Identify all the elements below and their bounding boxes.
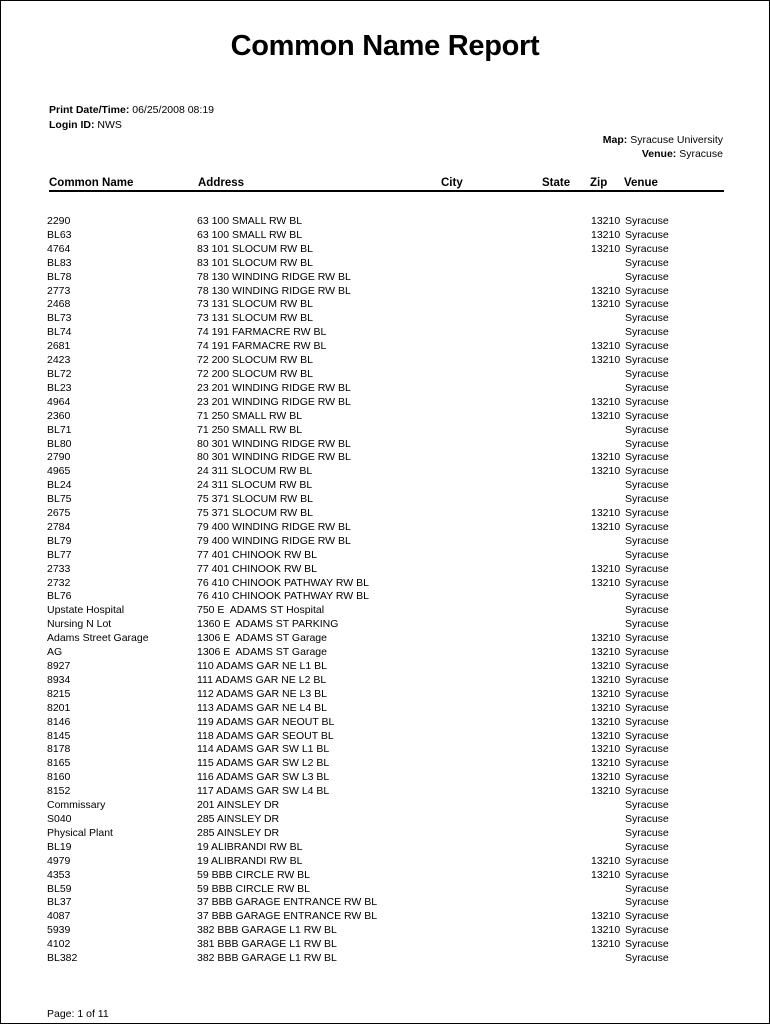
table-row	[0, 243, 770, 257]
cell-venue: Syracuse	[625, 367, 669, 380]
report-title: Common Name Report	[230, 30, 540, 62]
cell-venue: Syracuse	[625, 256, 669, 269]
cell-zip: 13210	[591, 660, 621, 672]
cell-venue: Syracuse	[625, 868, 669, 881]
cell-address: 73 131 SLOCUM RW BL	[197, 312, 313, 325]
cell-address: 112 ADAMS GAR NE L3 BL	[197, 687, 327, 700]
cell-venue: Syracuse	[625, 938, 669, 951]
cell-common-name: 2468	[47, 298, 71, 311]
table-row	[0, 535, 770, 549]
cell-address: 285 AINSLEY DR	[197, 812, 280, 825]
cell-address: 285 AINSLEY DR	[197, 826, 280, 839]
cell-address: 80 301 WINDING RIDGE RW BL	[197, 437, 351, 450]
venue-line	[642, 148, 723, 160]
cell-venue: Syracuse	[625, 729, 669, 742]
cell-venue: Syracuse	[625, 826, 669, 839]
login-id-label: Login ID:	[49, 119, 95, 131]
cell-address: 77 401 CHINOOK RW BL	[197, 562, 318, 575]
cell-venue: Syracuse	[625, 312, 669, 325]
cell-venue: Syracuse	[625, 854, 669, 867]
cell-address: 83 101 SLOCUM RW BL	[197, 256, 313, 269]
cell-venue: Syracuse	[625, 534, 669, 547]
cell-zip: 13210	[591, 576, 621, 589]
cell-common-name: 4965	[47, 465, 71, 478]
table-row	[0, 841, 770, 855]
cell-address: 71 250 SMALL RW BL	[197, 409, 303, 422]
cell-address: 1306 E ADAMS ST Garage	[197, 646, 327, 659]
table-row	[0, 340, 770, 354]
cell-zip: 13210	[591, 910, 621, 923]
print-date-label: Print Date/Time:	[49, 104, 130, 116]
cell-address: 115 ADAMS GAR SW L2 BL	[197, 757, 330, 770]
cell-address: 382 BBB GARAGE L1 RW BL	[197, 952, 337, 965]
cell-common-name: BL74	[47, 326, 72, 339]
table-row	[0, 507, 770, 521]
cell-venue: Syracuse	[625, 840, 669, 853]
cell-address: 71 250 SMALL RW BL	[197, 423, 303, 436]
cell-address: 117 ADAMS GAR SW L4 BL	[197, 785, 330, 798]
table-row	[0, 883, 770, 897]
table-row	[0, 896, 770, 910]
cell-address: 116 ADAMS GAR SW L3 BL	[197, 771, 330, 784]
cell-address: 75 371 SLOCUM RW BL	[197, 507, 313, 520]
cell-zip: 13210	[591, 757, 621, 770]
cell-zip: 13210	[591, 729, 621, 742]
cell-address: 76 410 CHINOOK PATHWAY RW BL	[197, 576, 369, 589]
cell-zip: 13210	[591, 507, 621, 520]
table-row	[0, 549, 770, 563]
cell-venue: Syracuse	[625, 799, 669, 812]
cell-common-name: 8160	[47, 771, 71, 784]
cell-venue: Syracuse	[625, 924, 669, 937]
cell-venue: Syracuse	[625, 743, 669, 756]
map-value: Syracuse University	[630, 134, 723, 146]
table-row	[0, 298, 770, 312]
cell-zip: 13210	[591, 562, 621, 575]
table-row	[0, 688, 770, 702]
cell-venue: Syracuse	[625, 340, 669, 353]
cell-address: 74 191 FARMACRE RW BL	[197, 326, 327, 339]
col-header-state: State	[542, 177, 571, 189]
cell-address: 1306 E ADAMS ST Garage	[197, 632, 327, 645]
table-row	[0, 451, 770, 465]
cell-common-name: 2360	[47, 409, 71, 422]
login-id-value: NWS	[97, 119, 122, 131]
cell-venue: Syracuse	[625, 284, 669, 297]
cell-venue: Syracuse	[625, 952, 669, 965]
table-row	[0, 702, 770, 716]
cell-address: 59 BBB CIRCLE RW BL	[197, 868, 311, 881]
table-row	[0, 382, 770, 396]
cell-address: 37 BBB GARAGE ENTRANCE RW BL	[197, 910, 378, 923]
cell-zip: 13210	[591, 687, 621, 700]
cell-venue: Syracuse	[625, 562, 669, 575]
cell-common-name: 8215	[47, 687, 71, 700]
cell-address: 78 130 WINDING RIDGE RW BL	[197, 270, 351, 283]
cell-venue: Syracuse	[625, 451, 669, 464]
table-row	[0, 590, 770, 604]
cell-zip: 13210	[591, 868, 621, 881]
cell-venue: Syracuse	[625, 228, 669, 241]
cell-zip: 13210	[591, 701, 621, 714]
col-header-zip: Zip	[590, 177, 608, 189]
cell-common-name: 8178	[47, 743, 71, 756]
cell-zip: 13210	[591, 298, 621, 311]
cell-venue: Syracuse	[625, 757, 669, 770]
cell-zip: 13210	[591, 924, 621, 937]
cell-common-name: 2790	[47, 451, 71, 464]
cell-venue: Syracuse	[625, 576, 669, 589]
cell-venue: Syracuse	[625, 660, 669, 672]
cell-common-name: 8152	[47, 785, 71, 798]
col-header-venue: Venue	[624, 177, 658, 189]
cell-common-name: 4964	[47, 395, 71, 408]
cell-common-name: 2675	[47, 507, 71, 520]
header-rule	[49, 190, 724, 192]
cell-common-name: BL382	[47, 952, 78, 965]
print-date-line	[49, 104, 214, 116]
cell-address: 77 401 CHINOOK RW BL	[197, 548, 318, 561]
cell-zip: 13210	[591, 242, 621, 255]
table-row	[0, 632, 770, 646]
table-row	[0, 771, 770, 785]
table-row	[0, 743, 770, 757]
cell-common-name: 4087	[47, 910, 71, 923]
cell-address: 19 ALIBRANDI RW BL	[197, 840, 303, 853]
page-number: Page: 1 of 11	[47, 1008, 109, 1020]
cell-common-name: 2733	[47, 562, 71, 575]
cell-common-name: BL75	[47, 493, 72, 506]
cell-venue: Syracuse	[625, 618, 669, 631]
table-row	[0, 368, 770, 382]
cell-venue: Syracuse	[625, 437, 669, 450]
cell-common-name: 2732	[47, 576, 71, 589]
cell-common-name: 4979	[47, 854, 71, 867]
table-row	[0, 604, 770, 618]
cell-common-name: 8146	[47, 715, 71, 728]
print-date-value: 06/25/2008 08:19	[132, 104, 214, 116]
table-row	[0, 855, 770, 869]
table-row	[0, 952, 770, 966]
cell-zip: 13210	[591, 228, 621, 241]
cell-venue: Syracuse	[625, 395, 669, 408]
cell-common-name: BL78	[47, 270, 72, 283]
cell-address: 19 ALIBRANDI RW BL	[197, 854, 303, 867]
cell-address: 72 200 SLOCUM RW BL	[197, 354, 313, 367]
cell-common-name: BL72	[47, 367, 72, 380]
cell-address: 113 ADAMS GAR NE L4 BL	[197, 701, 327, 714]
cell-address: 78 130 WINDING RIDGE RW BL	[197, 284, 351, 297]
cell-address: 37 BBB GARAGE ENTRANCE RW BL	[197, 896, 378, 909]
cell-address: 75 371 SLOCUM RW BL	[197, 493, 313, 506]
cell-common-name: 4102	[47, 938, 71, 951]
cell-address: 382 BBB GARAGE L1 RW BL	[197, 924, 337, 937]
cell-common-name: BL71	[47, 423, 72, 436]
cell-common-name: Physical Plant	[47, 826, 113, 839]
cell-address: 24 311 SLOCUM RW BL	[197, 479, 313, 492]
cell-venue: Syracuse	[625, 381, 669, 394]
cell-venue: Syracuse	[625, 507, 669, 520]
table-row	[0, 938, 770, 952]
cell-address: 74 191 FARMACRE RW BL	[197, 340, 327, 353]
cell-zip: 13210	[591, 771, 621, 784]
cell-address: 79 400 WINDING RIDGE RW BL	[197, 520, 351, 533]
cell-venue: Syracuse	[625, 771, 669, 784]
cell-zip: 13210	[591, 284, 621, 297]
cell-common-name: Upstate Hospital	[47, 604, 125, 617]
cell-common-name: 8927	[47, 660, 71, 672]
table-row	[0, 312, 770, 326]
table-row	[0, 285, 770, 299]
table-row	[0, 757, 770, 771]
cell-common-name: BL76	[47, 590, 72, 603]
cell-address: 119 ADAMS GAR NEOUT BL	[197, 715, 335, 728]
cell-address: 1360 E ADAMS ST PARKING	[197, 618, 339, 631]
cell-venue: Syracuse	[625, 673, 669, 686]
cell-venue: Syracuse	[625, 896, 669, 909]
cell-common-name: BL73	[47, 312, 72, 325]
table-row	[0, 674, 770, 688]
cell-zip: 13210	[591, 938, 621, 951]
cell-venue: Syracuse	[625, 326, 669, 339]
cell-address: 111 ADAMS GAR NE L2 BL	[197, 673, 327, 686]
report-table-body	[0, 215, 770, 966]
cell-address: 73 131 SLOCUM RW BL	[197, 298, 313, 311]
cell-address: 110 ADAMS GAR NE L1 BL	[197, 660, 327, 672]
cell-zip: 13210	[591, 340, 621, 353]
cell-venue: Syracuse	[625, 812, 669, 825]
cell-common-name: Commissary	[47, 799, 106, 812]
cell-common-name: 2773	[47, 284, 71, 297]
cell-venue: Syracuse	[625, 493, 669, 506]
table-row	[0, 410, 770, 424]
cell-common-name: Adams Street Garage	[47, 632, 149, 645]
table-row	[0, 326, 770, 340]
cell-address: 59 BBB CIRCLE RW BL	[197, 882, 311, 895]
cell-venue: Syracuse	[625, 910, 669, 923]
cell-venue: Syracuse	[625, 548, 669, 561]
table-row	[0, 396, 770, 410]
cell-venue: Syracuse	[625, 409, 669, 422]
cell-venue: Syracuse	[625, 785, 669, 798]
cell-address: 24 311 SLOCUM RW BL	[197, 465, 313, 478]
cell-common-name: 4764	[47, 242, 71, 255]
table-row	[0, 465, 770, 479]
cell-address: 118 ADAMS GAR SEOUT BL	[197, 729, 334, 742]
map-label: Map:	[602, 134, 628, 146]
map-line	[603, 134, 723, 146]
cell-zip: 13210	[591, 646, 621, 659]
cell-common-name: Nursing N Lot	[47, 618, 112, 631]
cell-common-name: BL19	[47, 840, 72, 853]
cell-common-name: BL79	[47, 534, 72, 547]
cell-common-name: BL24	[47, 479, 72, 492]
cell-venue: Syracuse	[625, 882, 669, 895]
cell-address: 201 AINSLEY DR	[197, 799, 280, 812]
cell-common-name: S040	[47, 812, 72, 825]
table-row	[0, 354, 770, 368]
cell-common-name: BL83	[47, 256, 72, 269]
cell-venue: Syracuse	[625, 354, 669, 367]
cell-address: 114 ADAMS GAR SW L1 BL	[197, 743, 330, 756]
table-row	[0, 563, 770, 577]
table-row	[0, 229, 770, 243]
table-row	[0, 424, 770, 438]
cell-venue: Syracuse	[625, 298, 669, 311]
cell-common-name: 8165	[47, 757, 71, 770]
cell-common-name: 2681	[47, 340, 71, 353]
cell-common-name: AG	[47, 646, 63, 659]
login-id-line	[49, 119, 122, 131]
cell-common-name: 5939	[47, 924, 71, 937]
cell-address: 80 301 WINDING RIDGE RW BL	[197, 451, 351, 464]
table-row	[0, 660, 770, 674]
col-header-common-name: Common Name	[49, 177, 134, 189]
table-row	[0, 813, 770, 827]
cell-venue: Syracuse	[625, 687, 669, 700]
cell-zip: 13210	[591, 520, 621, 533]
cell-zip: 13210	[591, 673, 621, 686]
cell-venue: Syracuse	[625, 715, 669, 728]
table-row	[0, 479, 770, 493]
table-row	[0, 910, 770, 924]
cell-common-name: BL59	[47, 882, 72, 895]
cell-common-name: BL77	[47, 548, 72, 561]
cell-common-name: 4353	[47, 868, 71, 881]
cell-address: 23 201 WINDING RIDGE RW BL	[197, 395, 351, 408]
table-row	[0, 438, 770, 452]
cell-address: 76 410 CHINOOK PATHWAY RW BL	[197, 590, 369, 603]
cell-address: 83 101 SLOCUM RW BL	[197, 242, 313, 255]
cell-venue: Syracuse	[625, 270, 669, 283]
cell-common-name: 2290	[47, 215, 71, 227]
table-row	[0, 924, 770, 938]
cell-zip: 13210	[591, 215, 621, 227]
cell-common-name: 8145	[47, 729, 71, 742]
cell-zip: 13210	[591, 354, 621, 367]
cell-venue: Syracuse	[625, 590, 669, 603]
cell-venue: Syracuse	[625, 242, 669, 255]
table-row	[0, 799, 770, 813]
cell-zip: 13210	[591, 743, 621, 756]
table-row	[0, 257, 770, 271]
venue-label: Venue:	[641, 148, 677, 160]
table-row	[0, 869, 770, 883]
cell-common-name: BL37	[47, 896, 72, 909]
cell-venue: Syracuse	[625, 423, 669, 436]
cell-zip: 13210	[591, 854, 621, 867]
table-row	[0, 785, 770, 799]
cell-venue: Syracuse	[625, 701, 669, 714]
cell-common-name: 8934	[47, 673, 71, 686]
cell-zip: 13210	[591, 465, 621, 478]
table-row	[0, 827, 770, 841]
cell-venue: Syracuse	[625, 215, 669, 227]
table-row	[0, 271, 770, 285]
cell-venue: Syracuse	[625, 465, 669, 478]
cell-address: 750 E ADAMS ST Hospital	[197, 604, 325, 617]
cell-address: 79 400 WINDING RIDGE RW BL	[197, 534, 351, 547]
table-row	[0, 493, 770, 507]
table-row	[0, 521, 770, 535]
table-row	[0, 618, 770, 632]
cell-zip: 13210	[591, 451, 621, 464]
cell-venue: Syracuse	[625, 632, 669, 645]
col-header-address: Address	[198, 177, 245, 189]
cell-common-name: 8201	[47, 701, 71, 714]
cell-zip: 13210	[591, 632, 621, 645]
cell-venue: Syracuse	[625, 520, 669, 533]
cell-address: 63 100 SMALL RW BL	[197, 228, 303, 241]
cell-common-name: 2784	[47, 520, 71, 533]
cell-zip: 13210	[591, 785, 621, 798]
cell-zip: 13210	[591, 409, 621, 422]
cell-common-name: BL23	[47, 381, 72, 394]
cell-venue: Syracuse	[625, 646, 669, 659]
cell-common-name: BL80	[47, 437, 72, 450]
table-row	[0, 215, 770, 229]
cell-address: 63 100 SMALL RW BL	[197, 215, 303, 227]
cell-zip: 13210	[591, 395, 621, 408]
cell-address: 72 200 SLOCUM RW BL	[197, 367, 313, 380]
table-row	[0, 716, 770, 730]
cell-address: 381 BBB GARAGE L1 RW BL	[197, 938, 337, 951]
cell-address: 23 201 WINDING RIDGE RW BL	[197, 381, 351, 394]
cell-venue: Syracuse	[625, 604, 669, 617]
cell-common-name: 2423	[47, 354, 71, 367]
cell-common-name: BL63	[47, 228, 72, 241]
table-row	[0, 730, 770, 744]
venue-value: Syracuse	[679, 148, 723, 160]
cell-venue: Syracuse	[625, 479, 669, 492]
col-header-city: City	[441, 177, 463, 189]
table-row	[0, 646, 770, 660]
cell-zip: 13210	[591, 715, 621, 728]
table-row	[0, 577, 770, 591]
